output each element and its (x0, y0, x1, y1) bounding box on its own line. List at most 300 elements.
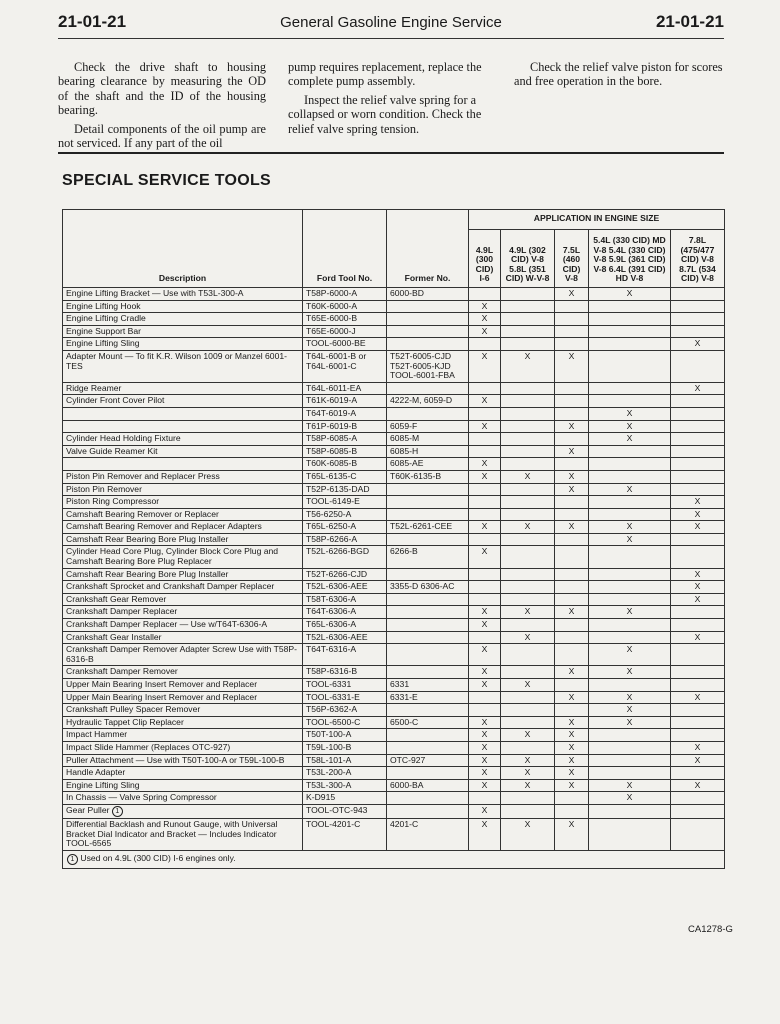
ford-tool-cell (303, 445, 387, 458)
former-number-cell-text: 6085-M (390, 433, 420, 444)
table-row (63, 754, 725, 767)
section-title: SPECIAL SERVICE TOOLS (62, 172, 272, 189)
application-cell-text: X (626, 792, 633, 803)
application-cell (671, 818, 725, 850)
application-cell-text: X (481, 741, 488, 752)
ford-tool-header: Ford Tool No. (303, 210, 387, 288)
application-cell-text: X (568, 779, 575, 790)
application-cell (671, 458, 725, 471)
paragraph: Check the relief valve piston for scores and free operation in the bore. (514, 60, 723, 89)
description-cell-text: Hydraulic Tappet Clip Replacer (66, 716, 184, 727)
table-row (63, 606, 725, 619)
description-cell-text: Piston Ring Compressor (66, 496, 160, 507)
application-cell-text: X (568, 818, 575, 829)
description-cell (63, 779, 303, 792)
application-cell-text: X (626, 483, 633, 494)
table-row (63, 546, 725, 568)
application-cell (671, 631, 725, 644)
application-cell (589, 729, 671, 742)
application-cell (501, 631, 555, 644)
application-cell (671, 568, 725, 581)
application-cell (501, 691, 555, 704)
former-number-cell (387, 779, 469, 792)
description-cell (63, 691, 303, 704)
application-cell (555, 508, 589, 521)
application-cell (671, 433, 725, 446)
application-cell (501, 382, 555, 395)
ford-tool-cell-text: TOOL-OTC-943 (306, 804, 368, 815)
ford-tool-cell-text: T58P-6316-B (306, 666, 358, 677)
application-cell (555, 433, 589, 446)
application-cell (501, 395, 555, 408)
application-cell-text: X (481, 666, 488, 677)
former-number-cell (387, 767, 469, 780)
table-row (63, 792, 725, 805)
description-cell-text: Valve Guide Reamer Kit (66, 445, 158, 456)
application-cell-text: X (481, 804, 488, 815)
ford-tool-cell (303, 521, 387, 534)
description-cell (63, 338, 303, 351)
ford-tool-cell (303, 350, 387, 382)
ford-tool-cell (303, 313, 387, 326)
circled-one-icon: 1 (112, 806, 123, 817)
application-cell-text: X (524, 679, 531, 689)
table-row (63, 395, 725, 408)
application-cell (469, 420, 501, 433)
application-cell (671, 483, 725, 496)
application-cell (671, 619, 725, 632)
ford-tool-cell-text: T65L-6135-C (306, 470, 357, 481)
application-cell (671, 606, 725, 619)
application-cell (555, 818, 589, 850)
application-cell (501, 818, 555, 850)
former-number-cell (387, 741, 469, 754)
application-cell-text: X (568, 666, 575, 677)
application-cell (501, 644, 555, 666)
application-cell (589, 458, 671, 471)
description-cell-text: Camshaft Bearing Remover and Replacer Adapters (66, 521, 262, 532)
application-cell (501, 521, 555, 534)
application-cell (469, 691, 501, 704)
description-cell-text: Crankshaft Sprocket and Crankshaft Damper Replacer (66, 581, 275, 592)
application-cell (555, 313, 589, 326)
table-row (63, 508, 725, 521)
description-cell-text: Upper Main Bearing Insert Remover and Replacer (66, 679, 258, 689)
former-number-cell-text: 6000-BA (390, 779, 424, 790)
table-row (63, 470, 725, 483)
description-cell (63, 508, 303, 521)
application-cell-text: X (694, 382, 701, 393)
former-number-cell (387, 395, 469, 408)
description-cell-text: Crankshaft Damper Replacer — Use w/T64T-6306-A (66, 619, 268, 630)
application-cell (501, 508, 555, 521)
application-cell (555, 606, 589, 619)
application-cell (555, 533, 589, 546)
ford-tool-cell-text: T52L-6266-BGD (306, 546, 370, 557)
application-cell (671, 508, 725, 521)
application-cell (469, 458, 501, 471)
former-number-cell (387, 716, 469, 729)
description-cell-text: Adapter Mount — To fit K.R. Wilson 1009 or Manzel 6001-TES (66, 350, 287, 371)
description-cell-text: Engine Lifting Hook (66, 300, 141, 311)
application-cell (555, 300, 589, 313)
engine-header: 4.9L (300 CID) I-6 (469, 230, 501, 288)
application-cell (555, 593, 589, 606)
former-number-cell (387, 533, 469, 546)
application-cell (589, 606, 671, 619)
former-number-cell (387, 445, 469, 458)
application-cell (469, 741, 501, 754)
application-cell (671, 593, 725, 606)
application-cell (589, 779, 671, 792)
application-cell (555, 679, 589, 692)
application-cell (589, 619, 671, 632)
application-cell-text: X (481, 300, 488, 311)
ford-tool-cell (303, 792, 387, 805)
table-row (63, 325, 725, 338)
application-cell (501, 288, 555, 301)
application-cell (555, 407, 589, 420)
application-cell (589, 445, 671, 458)
ford-tool-cell-text: TOOL-4201-C (306, 818, 361, 829)
application-cell-text: X (524, 631, 531, 642)
description-cell (63, 407, 303, 420)
ford-tool-cell (303, 407, 387, 420)
application-cell (501, 300, 555, 313)
application-cell-text: X (524, 350, 531, 361)
application-cell (671, 395, 725, 408)
ford-tool-cell-text: T58P-6085-A (306, 433, 358, 444)
application-cell (501, 779, 555, 792)
description-cell (63, 581, 303, 594)
application-cell (589, 792, 671, 805)
application-cell (501, 533, 555, 546)
application-cell-text: X (481, 679, 488, 689)
circled-one-icon: 1 (67, 854, 78, 865)
table-row (63, 483, 725, 496)
former-number-cell (387, 804, 469, 818)
intro-text (58, 60, 724, 151)
table-row (63, 313, 725, 326)
description-cell (63, 470, 303, 483)
application-cell (469, 754, 501, 767)
application-cell (671, 704, 725, 717)
application-cell (589, 300, 671, 313)
application-cell (469, 313, 501, 326)
application-cell (555, 470, 589, 483)
former-number-cell-text: 6331-E (390, 691, 418, 702)
ford-tool-cell-text: T52P-6135-DAD (306, 483, 370, 494)
application-cell (469, 606, 501, 619)
application-cell-text: X (694, 496, 701, 507)
application-cell (469, 470, 501, 483)
ford-tool-cell-text: T52T-6266-CJD (306, 568, 368, 579)
former-number-cell (387, 521, 469, 534)
ford-tool-cell-text: T58P-6266-A (306, 533, 358, 544)
ford-tool-cell-text: T52L-6306-AEE (306, 581, 368, 592)
application-cell (589, 754, 671, 767)
application-cell (469, 792, 501, 805)
former-number-cell (387, 691, 469, 704)
former-number-cell (387, 568, 469, 581)
ford-tool-cell-text: T61P-6019-B (306, 420, 358, 431)
ford-tool-cell (303, 804, 387, 818)
ford-tool-cell (303, 644, 387, 666)
description-cell-text: Differential Backlash and Runout Gauge, with Universal Bracket Dial Indicator and Bracket — Includes Indicator TOOL-6565 (66, 818, 278, 849)
application-cell (469, 407, 501, 420)
application-cell (671, 470, 725, 483)
application-cell (469, 338, 501, 351)
former-number-cell (387, 338, 469, 351)
former-number-cell (387, 382, 469, 395)
application-cell (589, 407, 671, 420)
former-number-cell-text: 4222-M, 6059-D (390, 395, 453, 406)
former-number-cell (387, 644, 469, 666)
description-cell (63, 496, 303, 509)
table-row (63, 704, 725, 717)
application-cell (469, 508, 501, 521)
application-cell-text: X (626, 691, 633, 702)
application-cell (469, 581, 501, 594)
former-number-cell (387, 288, 469, 301)
application-cell (501, 338, 555, 351)
paragraph: pump requires replacement, replace the complete pump assembly. (288, 60, 482, 89)
former-number-cell (387, 420, 469, 433)
former-number-cell-text: T52L-6261-CEE (390, 521, 453, 532)
former-number-cell (387, 631, 469, 644)
application-cell-text: X (626, 606, 633, 617)
application-cell (671, 445, 725, 458)
application-cell (671, 767, 725, 780)
application-header: APPLICATION IN ENGINE SIZE (469, 210, 725, 230)
application-cell (671, 382, 725, 395)
application-cell (469, 593, 501, 606)
application-cell (501, 496, 555, 509)
application-cell-text: X (568, 741, 575, 752)
description-cell-text: Engine Lifting Sling (66, 338, 140, 349)
ford-tool-cell-text: T56-6250-A (306, 508, 352, 519)
application-cell (555, 382, 589, 395)
description-cell (63, 533, 303, 546)
application-cell-text: X (626, 716, 633, 727)
application-cell-text: X (568, 470, 575, 481)
description-header: Description (63, 210, 303, 288)
application-cell (469, 395, 501, 408)
engine-header: 7.5L (460 CID) V-8 (555, 230, 589, 288)
application-cell (555, 704, 589, 717)
description-cell (63, 716, 303, 729)
application-cell-text: X (524, 779, 531, 790)
application-cell (555, 458, 589, 471)
former-number-cell (387, 508, 469, 521)
application-cell-text: X (481, 521, 488, 532)
application-cell (501, 325, 555, 338)
application-cell-text: X (481, 313, 488, 324)
ford-tool-cell-text: T52L-6306-AEE (306, 631, 368, 642)
application-cell (501, 420, 555, 433)
application-cell-text: X (626, 704, 633, 715)
ford-tool-cell (303, 818, 387, 850)
application-cell (671, 754, 725, 767)
ford-tool-cell (303, 496, 387, 509)
application-cell-text: X (694, 631, 701, 642)
table-row (63, 804, 725, 818)
application-cell-text: X (694, 754, 701, 765)
ford-tool-cell-text: T64L-6011-EA (306, 382, 362, 393)
application-cell (589, 508, 671, 521)
application-cell-text: X (481, 619, 488, 630)
former-number-cell (387, 581, 469, 594)
former-number-cell (387, 546, 469, 568)
application-cell (469, 350, 501, 382)
ford-tool-cell (303, 433, 387, 446)
table-row (63, 496, 725, 509)
table-row (63, 619, 725, 632)
application-cell (671, 546, 725, 568)
intro-column-3 (514, 60, 724, 93)
former-number-cell (387, 433, 469, 446)
application-cell (589, 593, 671, 606)
table-row (63, 338, 725, 351)
application-cell (589, 288, 671, 301)
description-cell-text: Crankshaft Damper Remover (66, 666, 178, 677)
application-cell-text: X (481, 470, 488, 481)
ford-tool-cell (303, 420, 387, 433)
application-cell-text: X (524, 606, 531, 617)
description-cell-text: Crankshaft Pulley Spacer Remover (66, 704, 201, 715)
application-cell (671, 533, 725, 546)
description-cell-text: Engine Lifting Bracket — Use with T53L-300-A (66, 288, 244, 298)
application-cell (555, 754, 589, 767)
former-number-cell (387, 792, 469, 805)
description-cell (63, 631, 303, 644)
former-number-cell-text: 6085-AE (390, 458, 424, 469)
ford-tool-cell (303, 779, 387, 792)
ford-tool-cell (303, 483, 387, 496)
table-row (63, 382, 725, 395)
application-cell (469, 382, 501, 395)
table-row (63, 350, 725, 382)
application-cell (589, 338, 671, 351)
application-cell (555, 741, 589, 754)
description-cell-text: Puller Attachment — Use with T50T-100-A or T59L-100-B (66, 754, 285, 765)
description-cell-text: Impact Slide Hammer (Replaces OTC-927) (66, 741, 231, 752)
intro-column-2 (288, 60, 496, 140)
table-row (63, 644, 725, 666)
description-cell (63, 382, 303, 395)
table-row (63, 433, 725, 446)
description-cell (63, 568, 303, 581)
application-cell-text: X (626, 666, 633, 677)
ford-tool-cell (303, 679, 387, 692)
application-cell-text: X (568, 420, 575, 431)
application-cell-text: X (524, 521, 531, 532)
ford-tool-cell-text: T56P-6362-A (306, 704, 358, 715)
ford-tool-cell (303, 395, 387, 408)
former-number-cell (387, 470, 469, 483)
application-cell (671, 313, 725, 326)
application-cell-text: X (481, 779, 488, 790)
application-cell (501, 679, 555, 692)
application-cell (589, 420, 671, 433)
ford-tool-cell (303, 619, 387, 632)
former-number-cell-text: 6331 (390, 679, 410, 689)
application-cell (469, 300, 501, 313)
application-cell-text: X (524, 470, 531, 481)
ford-tool-cell-text: TOOL-6331-E (306, 691, 360, 702)
application-cell (555, 666, 589, 679)
ford-tool-cell (303, 382, 387, 395)
description-cell-text: Crankshaft Gear Remover (66, 593, 167, 604)
ford-tool-cell (303, 704, 387, 717)
application-cell-text: X (481, 818, 488, 829)
ford-tool-cell (303, 533, 387, 546)
description-cell (63, 395, 303, 408)
application-cell (501, 470, 555, 483)
ford-tool-cell-text: T59L-100-B (306, 741, 352, 752)
former-number-cell-text: T60K-6135-B (390, 470, 442, 481)
application-cell (671, 325, 725, 338)
description-cell (63, 420, 303, 433)
application-cell (589, 644, 671, 666)
application-cell (469, 445, 501, 458)
application-cell (555, 644, 589, 666)
ford-tool-cell (303, 606, 387, 619)
application-cell (501, 581, 555, 594)
ford-tool-cell-text: T65L-6306-A (306, 619, 357, 630)
table-row (63, 716, 725, 729)
application-cell (589, 716, 671, 729)
application-cell (469, 779, 501, 792)
table-row (63, 300, 725, 313)
application-cell (469, 288, 501, 301)
application-cell-text: X (694, 779, 701, 790)
table-row (63, 666, 725, 679)
table-row (63, 631, 725, 644)
application-cell-text: X (694, 521, 701, 532)
description-cell-text: Cylinder Head Holding Fixture (66, 433, 181, 444)
table-row (63, 818, 725, 850)
application-cell (589, 704, 671, 717)
ford-tool-cell-text: T65E-6000-J (306, 325, 356, 336)
former-number-cell (387, 313, 469, 326)
table-row (63, 741, 725, 754)
application-cell (671, 779, 725, 792)
application-cell (589, 325, 671, 338)
application-cell (555, 779, 589, 792)
header-rule (58, 38, 724, 39)
former-number-cell-text: T52T-6005-CJD T52T-6005-KJD TOOL-6001-FBA (390, 350, 455, 381)
application-cell (469, 631, 501, 644)
description-cell (63, 313, 303, 326)
application-cell (469, 546, 501, 568)
table-row (63, 458, 725, 471)
description-cell (63, 606, 303, 619)
former-number-cell-text: 6085-H (390, 445, 419, 456)
paragraph: Check the drive shaft to housing bearing clearance by measuring the OD of the shaft and the ID of the housing bearing. (58, 60, 266, 118)
table-row (63, 593, 725, 606)
application-cell (589, 483, 671, 496)
application-cell (555, 804, 589, 818)
table-row (63, 288, 725, 301)
ford-tool-cell-text: T53L-200-A (306, 767, 352, 778)
application-cell (501, 666, 555, 679)
application-cell (589, 382, 671, 395)
application-cell (501, 619, 555, 632)
ford-tool-cell-text: TOOL-6331 (306, 679, 352, 689)
ford-tool-cell (303, 767, 387, 780)
former-number-cell-text: 6500-C (390, 716, 419, 727)
